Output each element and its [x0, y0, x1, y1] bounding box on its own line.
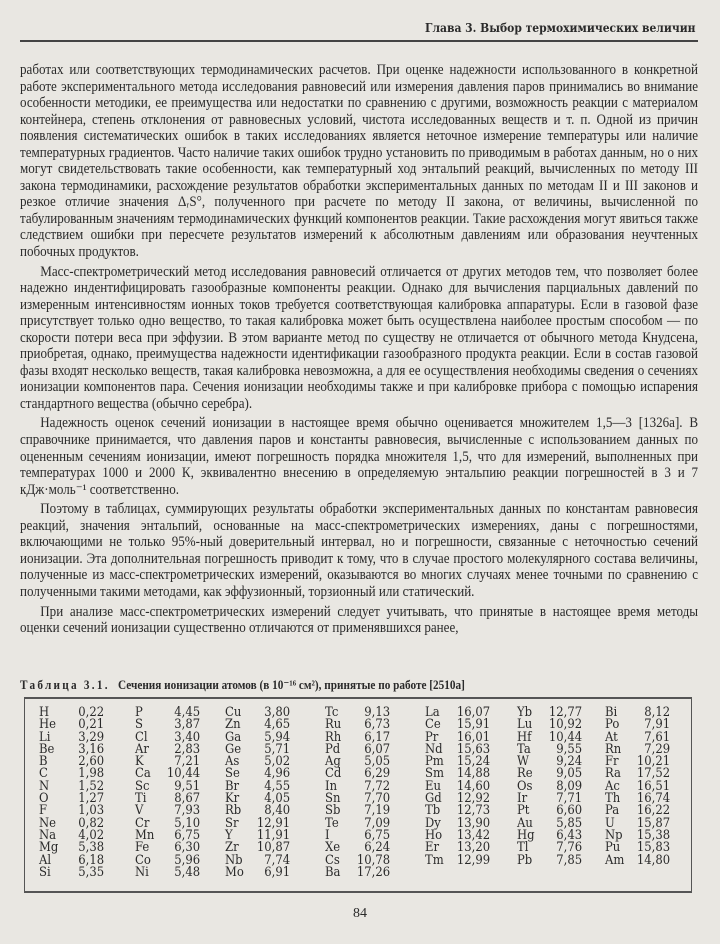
- element-symbol: Rh: [325, 729, 342, 745]
- cross-section-value: 12,73: [456, 803, 491, 819]
- element-symbol: Mo: [225, 864, 244, 880]
- cross-section-value: 15,83: [636, 840, 671, 856]
- cross-section-value: 11,91: [256, 827, 291, 843]
- cross-section-value: 5,71: [264, 741, 291, 757]
- element-symbol: Hg: [517, 827, 535, 843]
- cross-section-value: 5,48: [174, 864, 201, 880]
- table-caption-text: Сечения ионизации атомов (в 10⁻¹⁶ см²), принятые по работе [2510а]: [118, 678, 465, 692]
- cross-section-value: 10,87: [256, 840, 291, 856]
- cross-section-value: 9,51: [174, 778, 201, 794]
- element-symbol: Te: [325, 815, 339, 831]
- element-symbol: Ca: [135, 766, 151, 782]
- element-symbol: Ru: [325, 717, 342, 733]
- cross-section-value: 16,01: [456, 729, 491, 745]
- element-symbol: Ba: [325, 864, 341, 880]
- element-symbol: Sb: [325, 803, 341, 819]
- table-label: Таблица 3.1.: [20, 678, 110, 692]
- element-symbol: K: [135, 754, 144, 770]
- cross-section-value: 6,18: [78, 852, 105, 868]
- element-symbol: Au: [517, 815, 533, 831]
- paragraph: Надежность оценок сечений ионизации в настоящее время обычно оценивается множителем 1,5—3 [1326а]. В справочнике принимается, что давления паров и константы равновесия, вычисленные с использованием данных по оцененным сечениям ионизации, имеют погрешность порядка множителя 1,5, что для измерений, выполненных при температурах 1000 и 2000 К, эквивалентно внесению в определяемую энтальпию реакции погрешностей в 3 и 7 кДж·моль⁻¹ соответственно.: [20, 415, 699, 498]
- element-symbol: Co: [135, 852, 151, 868]
- element-symbol: C: [39, 766, 48, 782]
- cross-section-value: 7,93: [174, 803, 201, 819]
- cross-section-value: 4,65: [264, 717, 291, 733]
- cross-section-value: 7,76: [556, 840, 583, 856]
- element-symbol: Tb: [425, 803, 441, 819]
- element-symbol: La: [425, 705, 440, 720]
- element-symbol: Be: [39, 741, 55, 757]
- element-symbol: H: [39, 705, 50, 720]
- cross-section-value: 9,05: [556, 766, 583, 782]
- element-symbol: Y: [225, 827, 233, 843]
- element-symbol: Cu: [225, 705, 242, 720]
- cross-section-value: 3,80: [264, 705, 291, 720]
- cross-section-value: 8,09: [556, 778, 583, 794]
- cross-section-value: 7,70: [364, 791, 391, 807]
- element-symbol: Sr: [225, 815, 239, 831]
- element-symbol: Mg: [39, 840, 59, 856]
- cross-section-value: 12,99: [456, 852, 491, 868]
- element-symbol: Pa: [605, 803, 620, 819]
- element-symbol: Os: [517, 778, 533, 794]
- element-symbol: Ni: [135, 864, 149, 880]
- cross-section-value: 4,96: [264, 766, 291, 782]
- cross-section-value: 10,44: [166, 766, 201, 782]
- cross-section-value: 6,91: [264, 864, 291, 880]
- cross-section-value: 7,21: [174, 754, 201, 770]
- cross-section-value: 9,13: [364, 705, 391, 720]
- cross-section-value: 6,73: [364, 717, 391, 733]
- paragraph: При анализе масс-спектрометрических измерений следует учитывать, что принятые в настоящее время методы оценки сечений ионизации существенно отличаются от применявшихся ранее,: [20, 603, 699, 637]
- element-symbol: Pb: [517, 852, 533, 868]
- cross-section-value: 5,10: [174, 815, 201, 831]
- cross-section-value: 3,40: [174, 729, 201, 745]
- cross-section-value: 3,16: [78, 741, 105, 757]
- element-symbol: Hf: [517, 729, 532, 745]
- element-symbol: Yb: [517, 705, 533, 720]
- element-symbol: Po: [605, 717, 620, 733]
- element-symbol: Se: [225, 766, 240, 782]
- element-symbol: Tc: [325, 705, 339, 720]
- element-symbol: Na: [39, 827, 57, 843]
- element-symbol: N: [39, 778, 50, 794]
- element-symbol: Kr: [225, 791, 240, 807]
- cross-section-value: 7,74: [264, 852, 291, 868]
- cross-section-value: 6,43: [556, 827, 583, 843]
- table-row: [325, 864, 391, 880]
- cross-section-value: 6,75: [364, 827, 391, 843]
- cross-section-value: 13,42: [456, 827, 491, 843]
- cross-section-value: 6,17: [364, 729, 391, 745]
- cross-section-value: 1,98: [78, 766, 105, 782]
- cross-section-value: 7,72: [364, 778, 391, 794]
- cross-section-value: 1,52: [78, 778, 105, 794]
- cross-section-value: 0,82: [78, 815, 105, 831]
- table-row: [425, 852, 491, 868]
- element-symbol: Ga: [225, 729, 242, 745]
- page-number: 84: [353, 906, 367, 921]
- element-symbol: Pt: [517, 803, 530, 819]
- element-symbol: Al: [39, 852, 52, 868]
- element-symbol: Pd: [325, 741, 341, 757]
- cross-section-value: 15,38: [636, 827, 671, 843]
- table-column: [325, 707, 399, 879]
- cross-section-value: 6,07: [364, 741, 391, 757]
- cross-section-value: 10,21: [636, 754, 671, 770]
- cross-section-value: 13,20: [456, 840, 491, 856]
- cross-section-value: 5,94: [264, 729, 291, 745]
- element-symbol: Ti: [135, 791, 147, 807]
- table-row: [517, 852, 583, 868]
- cross-section-value: 16,51: [636, 778, 671, 794]
- cross-section-value: 10,44: [548, 729, 583, 745]
- cross-section-value: 16,22: [636, 803, 671, 819]
- element-symbol: As: [225, 754, 240, 770]
- element-symbol: U: [605, 815, 615, 831]
- cross-section-value: 6,24: [364, 840, 391, 856]
- cross-section-value: 12,77: [548, 705, 583, 720]
- element-symbol: Li: [39, 729, 51, 745]
- cross-section-value: 0,21: [78, 717, 105, 733]
- element-symbol: Eu: [425, 778, 441, 794]
- cross-section-value: 7,19: [364, 803, 391, 819]
- cross-section-value: 6,60: [556, 803, 583, 819]
- element-symbol: S: [135, 717, 143, 733]
- element-symbol: Ho: [425, 827, 443, 843]
- running-head: Глава 3. Выбор термохимических величин: [425, 20, 696, 35]
- element-symbol: Rb: [225, 803, 242, 819]
- cross-section-value: 10,92: [548, 717, 583, 733]
- element-symbol: Dy: [425, 815, 441, 831]
- cross-section-value: 16,74: [636, 791, 671, 807]
- element-symbol: Ge: [225, 741, 242, 757]
- cross-section-value: 7,85: [556, 852, 583, 868]
- element-symbol: In: [325, 778, 338, 794]
- element-symbol: Am: [605, 852, 625, 868]
- element-symbol: Cr: [135, 815, 150, 831]
- paragraph: работах или соответствующих термодинамических расчетов. При оценке надежности использованного в конкретной работе экспериментального метода исследования равновесий или измерения давления паров принимались во внимание особенности методики, ее преимущества или недостатки по сравнению с другими, возможность реакции с материалом контейнера, степень отклонения от равновесных условий, чистота исследованных веществ и т. п. Одной из причин появления систематических ошибок в таких исследованиях является неточное измерение температуры или наличие температурных градиентов. Часто наличие таких ошибок трудно установить по приводимым в работах данным, но о них могут свидетельствовать такие особенности, как температурный ход энтальпий реакций, вычисленных по методу III закона термодинамики, расхождение результатов обработки экспериментальных данных по методам II и III законов и резкое отличие значения ΔᵣS°, полученного при расчете по методу II закона, от величины, вычисленной по табулированным значениям термодинамических функций компонентов реакции. Такие расхождения могут явиться также следствием ошибки при пересчете результатов измерений к абсолютным давлениям или образования неучтенных побочных продуктов.: [20, 62, 699, 261]
- table-column: [605, 707, 679, 867]
- element-symbol: Br: [225, 778, 240, 794]
- cross-section-value: 4,55: [264, 778, 291, 794]
- element-symbol: Pm: [425, 754, 444, 770]
- cross-section-value: 17,26: [356, 864, 391, 880]
- element-symbol: Ce: [425, 717, 441, 733]
- cross-section-value: 2,83: [174, 741, 201, 757]
- element-symbol: Pu: [605, 840, 621, 856]
- cross-section-value: 6,75: [174, 827, 201, 843]
- element-symbol: At: [605, 729, 618, 745]
- cross-section-value: 15,63: [456, 741, 491, 757]
- element-symbol: Lu: [517, 717, 533, 733]
- element-symbol: Mn: [135, 827, 155, 843]
- cross-section-value: 5,02: [264, 754, 291, 770]
- element-symbol: Cl: [135, 729, 148, 745]
- element-symbol: Ra: [605, 766, 621, 782]
- element-symbol: Zn: [225, 717, 241, 733]
- element-symbol: Ac: [605, 778, 620, 794]
- table-row: [225, 864, 291, 880]
- cross-section-value: 14,88: [456, 766, 491, 782]
- cross-section-value: 12,92: [456, 791, 491, 807]
- cross-section-value: 7,71: [556, 791, 583, 807]
- table-caption: [20, 677, 465, 693]
- table-column: [225, 707, 299, 879]
- element-symbol: Np: [605, 827, 623, 843]
- ionization-table: [24, 697, 692, 893]
- element-symbol: Cd: [325, 766, 342, 782]
- element-symbol: Fr: [605, 754, 619, 770]
- element-symbol: W: [517, 754, 529, 770]
- element-symbol: B: [39, 754, 48, 770]
- element-symbol: Ar: [135, 741, 149, 757]
- table-column: [39, 707, 113, 879]
- header-rule: [20, 40, 698, 42]
- cross-section-value: 7,91: [644, 717, 671, 733]
- cross-section-value: 4,02: [78, 827, 105, 843]
- cross-section-value: 1,03: [78, 803, 105, 819]
- cross-section-value: 4,45: [174, 705, 201, 720]
- cross-section-value: 3,29: [78, 729, 105, 745]
- element-symbol: Rn: [605, 741, 622, 757]
- element-symbol: He: [39, 717, 56, 733]
- element-symbol: Ne: [39, 815, 57, 831]
- cross-section-value: 15,24: [456, 754, 491, 770]
- table-column: [425, 707, 499, 867]
- cross-section-value: 17,52: [636, 766, 671, 782]
- cross-section-value: 1,27: [78, 791, 105, 807]
- cross-section-value: 5,85: [556, 815, 583, 831]
- cross-section-value: 16,07: [456, 705, 491, 720]
- element-symbol: Zr: [225, 840, 239, 856]
- element-symbol: Sc: [135, 778, 150, 794]
- cross-section-value: 3,87: [174, 717, 201, 733]
- cross-section-value: 8,40: [264, 803, 291, 819]
- element-symbol: Cs: [325, 852, 340, 868]
- cross-section-value: 7,29: [644, 741, 671, 757]
- table-row: [135, 864, 201, 880]
- element-symbol: F: [39, 803, 48, 819]
- element-symbol: Sm: [425, 766, 444, 782]
- cross-section-value: 15,87: [636, 815, 671, 831]
- element-symbol: Tm: [425, 852, 444, 868]
- table-column: [135, 707, 209, 879]
- element-symbol: Tl: [517, 840, 529, 856]
- element-symbol: Pr: [425, 729, 439, 745]
- element-symbol: Ir: [517, 791, 528, 807]
- cross-section-value: 8,67: [174, 791, 201, 807]
- element-symbol: Si: [39, 864, 51, 880]
- element-symbol: Bi: [605, 705, 618, 720]
- table-row: [605, 852, 671, 868]
- element-symbol: Gd: [425, 791, 442, 807]
- element-symbol: Sn: [325, 791, 341, 807]
- cross-section-value: 5,96: [174, 852, 201, 868]
- element-symbol: Nd: [425, 741, 443, 757]
- cross-section-value: 5,38: [78, 840, 105, 856]
- element-symbol: Ta: [517, 741, 531, 757]
- cross-section-value: 4,05: [264, 791, 291, 807]
- cross-section-value: 7,61: [644, 729, 671, 745]
- cross-section-value: 5,05: [364, 754, 391, 770]
- cross-section-value: 0,22: [78, 705, 105, 720]
- table-column: [517, 707, 591, 867]
- paragraph: Поэтому в таблицах, суммирующих результаты обработки экспериментальных данных по константам равновесия реакций, значения энтальпий, основанные на масс-спектрометрических измерениях, даны с погрешностями, включающими не только 95%-ный доверительный интервал, но и погрешности, связанные с неточностью сечений ионизации. Эта дополнительная погрешность приводит к тому, что в случае простого молекулярного состава величины, полученные из масс-спектрометрических измерений, оказываются во многих случаях менее точными по сравнению с полученными такими методами, как эффузионный, торзионный или статический.: [20, 501, 699, 600]
- element-symbol: Ag: [325, 754, 341, 770]
- table-row: [39, 864, 105, 880]
- cross-section-value: 8,12: [644, 705, 671, 720]
- element-symbol: Re: [517, 766, 533, 782]
- cross-section-value: 12,91: [256, 815, 291, 831]
- element-symbol: Fe: [135, 840, 150, 856]
- cross-section-value: 9,24: [556, 754, 583, 770]
- cross-section-value: 2,60: [78, 754, 105, 770]
- element-symbol: I: [325, 827, 330, 843]
- cross-section-value: 9,55: [556, 741, 583, 757]
- element-symbol: Er: [425, 840, 440, 856]
- cross-section-value: 10,78: [356, 852, 391, 868]
- element-symbol: Nb: [225, 852, 243, 868]
- cross-section-value: 6,30: [174, 840, 201, 856]
- element-symbol: V: [135, 803, 144, 819]
- cross-section-value: 14,60: [456, 778, 491, 794]
- paragraph: Масс-спектрометрический метод исследования равновесий отличается от других методов тем, что позволяет более надежно индентифицировать газообразные компоненты реакции. Однако для вычисления парциальных давлений по измеренным интенсивностям ионных токов требуется соответствующая калибровка аппаратуры. Если в газовой фазе присутствует только одно вещество, то такая калибровка может быть осуществлена наиболее простым способом — по скорости потери веса при эффузии. В этом варианте метод по существу не отличается от обычного метода Кнудсена, приобретая, однако, преимущества надежности идентификации газообразного продукта реакции. Если в состав газовой фазы входят несколько веществ, такая калибровка невозможна, а для ее осуществления необходимы сведения о сечениях ионизации компонентов пара. Сечения ионизации необходимы также и при калибровке прибора с помощью испарения стандартного вещества (обычно серебра).: [20, 263, 699, 412]
- cross-section-value: 6,29: [364, 766, 391, 782]
- element-symbol: Th: [605, 791, 621, 807]
- element-symbol: P: [135, 705, 143, 720]
- cross-section-value: 14,80: [636, 852, 671, 868]
- element-symbol: O: [39, 791, 49, 807]
- cross-section-value: 13,90: [456, 815, 491, 831]
- cross-section-value: 7,09: [364, 815, 391, 831]
- cross-section-value: 5,35: [78, 864, 105, 880]
- element-symbol: Xe: [325, 840, 341, 856]
- body-text: [20, 62, 698, 637]
- cross-section-value: 15,91: [456, 717, 491, 733]
